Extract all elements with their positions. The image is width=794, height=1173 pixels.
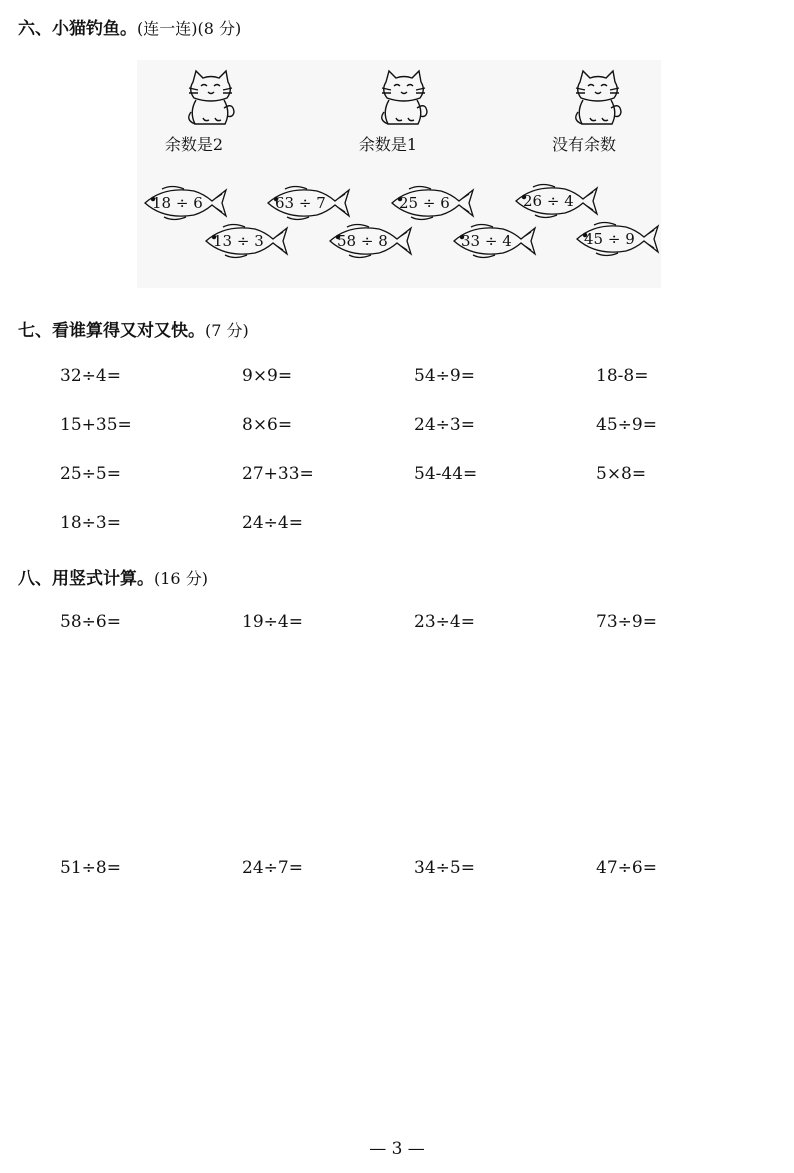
- fish[interactable]: [513, 182, 601, 220]
- fish[interactable]: [389, 184, 477, 222]
- fish[interactable]: [451, 222, 539, 260]
- fish-expression: 45 ÷ 9: [584, 230, 635, 248]
- section-6-points: (连一连)(8 分): [137, 19, 242, 38]
- calc-item: 5×8=: [596, 464, 647, 484]
- calc-item: 25÷5=: [60, 464, 121, 484]
- fish[interactable]: [142, 184, 230, 222]
- calc-item: 32÷4=: [60, 366, 121, 386]
- fish-expression: 26 ÷ 4: [523, 192, 574, 210]
- fish-expression: 25 ÷ 6: [399, 194, 450, 212]
- cat-icon: [181, 68, 241, 130]
- vertical-calc-item: 19÷4=: [242, 612, 303, 632]
- section-7-points: (7 分): [205, 321, 249, 340]
- cat-icon: [374, 68, 434, 130]
- fish[interactable]: [327, 222, 415, 260]
- section-6-title: [18, 14, 241, 39]
- fish[interactable]: [574, 220, 662, 258]
- calc-item: 18-8=: [596, 366, 649, 386]
- fish[interactable]: [203, 222, 291, 260]
- calc-item: 8×6=: [242, 415, 293, 435]
- vertical-calc-item: 47÷6=: [596, 858, 657, 878]
- section-7-title: [18, 316, 249, 341]
- calc-item: 45÷9=: [596, 415, 657, 435]
- cat-label: 余数是1: [358, 135, 418, 154]
- section-8-points: (16 分): [154, 569, 208, 588]
- fish-expression: 18 ÷ 6: [152, 194, 203, 212]
- section-8-heading: 八、用竖式计算。: [18, 569, 154, 589]
- calc-item: 27+33=: [242, 464, 314, 484]
- calc-item: 24÷4=: [242, 513, 303, 533]
- cat-icon: [568, 68, 628, 130]
- page-number: — 3 —: [369, 1139, 425, 1159]
- fish[interactable]: [265, 184, 353, 222]
- fish-expression: 33 ÷ 4: [461, 232, 512, 250]
- calc-item: 54÷9=: [414, 366, 475, 386]
- calc-item: 54-44=: [414, 464, 478, 484]
- vertical-calc-item: 34÷5=: [414, 858, 475, 878]
- vertical-calc-item: 58÷6=: [60, 612, 121, 632]
- calc-item: 15+35=: [60, 415, 132, 435]
- calc-item: 24÷3=: [414, 415, 475, 435]
- calc-item: 18÷3=: [60, 513, 121, 533]
- section-6-heading: 六、小猫钓鱼。: [18, 19, 137, 39]
- fish-expression: 58 ÷ 8: [337, 232, 388, 250]
- vertical-calc-item: 24÷7=: [242, 858, 303, 878]
- cat-label: 余数是2: [164, 135, 224, 154]
- fish-expression: 13 ÷ 3: [213, 232, 264, 250]
- vertical-calc-item: 51÷8=: [60, 858, 121, 878]
- vertical-calc-item: 73÷9=: [596, 612, 657, 632]
- section-8-title: [18, 564, 208, 589]
- section-7-heading: 七、看谁算得又对又快。: [18, 321, 205, 341]
- cat-label: 没有余数: [551, 135, 617, 154]
- cat-fishing-figure: [137, 60, 661, 288]
- fish-expression: 63 ÷ 7: [275, 194, 326, 212]
- calc-item: 9×9=: [242, 366, 293, 386]
- vertical-calc-item: 23÷4=: [414, 612, 475, 632]
